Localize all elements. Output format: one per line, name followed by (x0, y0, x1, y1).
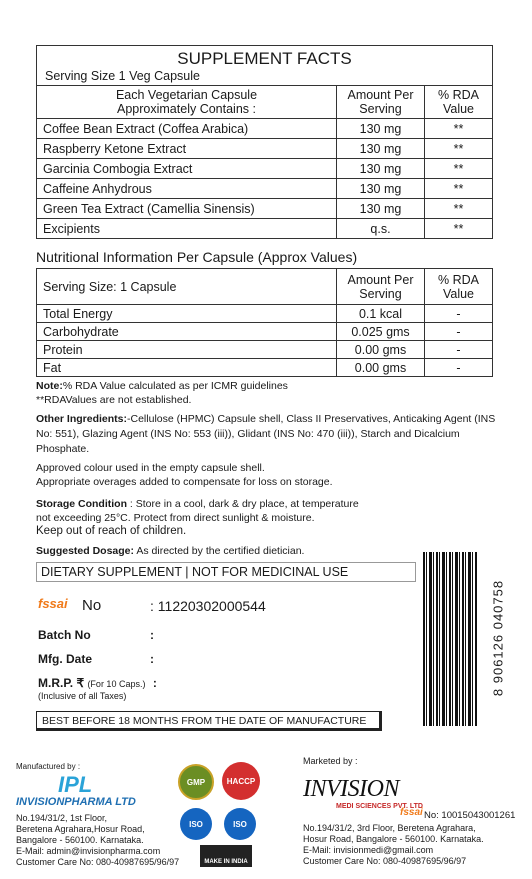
barcode (423, 552, 477, 726)
mrp-label: M.R.P. ₹ (38, 676, 85, 690)
gmp-badge: GMP (178, 764, 214, 800)
colour-block (36, 461, 333, 489)
dietary-box: DIETARY SUPPLEMENT | NOT FOR MEDICINAL USE (36, 562, 416, 582)
keep-out-text: Keep out of reach of children. (36, 525, 187, 537)
storage-label: Storage Condition (36, 498, 127, 510)
table-row: Carbohydrate 0.025 gms - (37, 323, 493, 341)
batch-value: : (150, 628, 154, 642)
marketer-label: Marketed by : (303, 756, 358, 766)
colour-line1: Approved colour used in the empty capsule shell. (36, 462, 265, 474)
nutrition-title: Nutritional Information Per Capsule (Approx Values) (36, 249, 358, 265)
best-before-box: BEST BEFORE 18 MONTHS FROM THE DATE OF MANUFACTURE (36, 711, 382, 731)
fssai-logo: fssai (38, 596, 68, 611)
supplement-col2-header: Amount Per Serving (337, 86, 425, 119)
supplement-col1-header: Each Vegetarian Capsule Approximately Contains : (37, 86, 337, 119)
marketer-fssai-no: No: 10015043001261 (424, 810, 516, 821)
marketer-sub: MEDI SCIENCES PVT. LTD (336, 803, 423, 810)
table-row: Green Tea Extract (Camellia Sinensis) 130 mg ** (37, 199, 493, 219)
mfg-value: : (150, 652, 154, 666)
ingredients-text: -Cellulose (HPMC) Capsule shell, Class II Preservatives, Anticaking Agent (INS No: 551), Glazing Agent (INS No: 553 (iii)), Glidant (INS No: 470 (iii)), Starch and Dicalcium Phosphate. (36, 413, 496, 455)
barcode-number: 8 906126 040758 (490, 579, 506, 697)
mrp-tax: (Inclusive of all Taxes) (38, 691, 127, 701)
iso-badge-2: ISO (224, 808, 256, 840)
batch-label: Batch No (38, 628, 91, 642)
note-label: Note: (36, 380, 63, 392)
marketer-address: No.194/31/2, 3rd Floor, Beretena Agrahara, Hosur Road, Bangalore - 560100. Karnataka. E-Mail: invisionmedi@gmail.com Customer Care No: 080-40987695/96/97 (303, 823, 484, 866)
make-in-india-badge: MAKE IN INDIA (200, 845, 252, 867)
note-line2: **RDAValues are not established. (36, 394, 192, 406)
supplement-serving: Serving Size 1 Veg Capsule (45, 69, 200, 83)
supplement-header-cell (37, 46, 493, 86)
storage-block (36, 497, 376, 525)
supplement-col3-header: % RDA Value (425, 86, 493, 119)
table-row: Fat 0.00 gms - (37, 359, 493, 377)
ingredients-block (36, 412, 498, 457)
nutrition-table (36, 268, 493, 377)
dosage-text: As directed by the certified dietician. (134, 545, 305, 557)
colour-line2: Appropriate overages added to compensate for loss on storage. (36, 476, 333, 488)
mfg-label: Mfg. Date (38, 652, 92, 666)
storage-text: : Store in a cool, dark & dry place, at temperature not exceeding 25°C. Protect from direct sunlight & moisture. (36, 498, 359, 524)
dosage-label: Suggested Dosage: (36, 545, 135, 557)
table-row: Caffeine Anhydrous 130 mg ** (37, 179, 493, 199)
notes-block (36, 379, 496, 407)
supplement-facts-table (36, 45, 493, 239)
ingredients-label: Other Ingredients: (36, 413, 128, 425)
note-line1: % RDA Value calculated as per ICMR guidelines (62, 380, 288, 392)
nutrition-col2-header: Amount Per Serving (337, 269, 425, 305)
table-row: Garcinia Combogia Extract 130 mg ** (37, 159, 493, 179)
marketer-fssai-logo: fssai (400, 807, 423, 818)
table-row: Total Energy 0.1 kcal - (37, 305, 493, 323)
manufacturer-address: No.194/31/2, 1st Floor, Beretena Agrahara,Hosur Road, Bangalore - 560100. Karnataka. E-Mail: admin@invisionpharma.com Customer Care No: 080-40987695/96/97 (16, 813, 180, 867)
mrp-value: : (152, 676, 157, 690)
nutrition-col3-header: % RDA Value (425, 269, 493, 305)
supplement-title: SUPPLEMENT FACTS (177, 49, 352, 68)
license-no-label: No (82, 597, 102, 614)
marketer-logo: INVISION (303, 776, 399, 802)
table-row: Protein 0.00 gms - (37, 341, 493, 359)
manufacturer-name: INVISIONPHARMA LTD (16, 796, 136, 808)
nutrition-serving: Serving Size: 1 Capsule (37, 269, 337, 305)
ipl-logo: IPL (58, 772, 93, 797)
iso-badge-1: ISO (180, 808, 212, 840)
mrp-block (38, 676, 157, 690)
dosage-block (36, 544, 304, 558)
table-row: Coffee Bean Extract (Coffea Arabica) 130 mg ** (37, 119, 493, 139)
mrp-note: (For 10 Caps.) (87, 679, 146, 689)
haccp-badge: HACCP (222, 762, 260, 800)
table-row: Raspberry Ketone Extract 130 mg ** (37, 139, 493, 159)
table-row: Excipients q.s. ** (37, 219, 493, 239)
license-no-value: : 11220302000544 (150, 598, 266, 614)
manufacturer-label: Manufactured by : (16, 762, 81, 771)
